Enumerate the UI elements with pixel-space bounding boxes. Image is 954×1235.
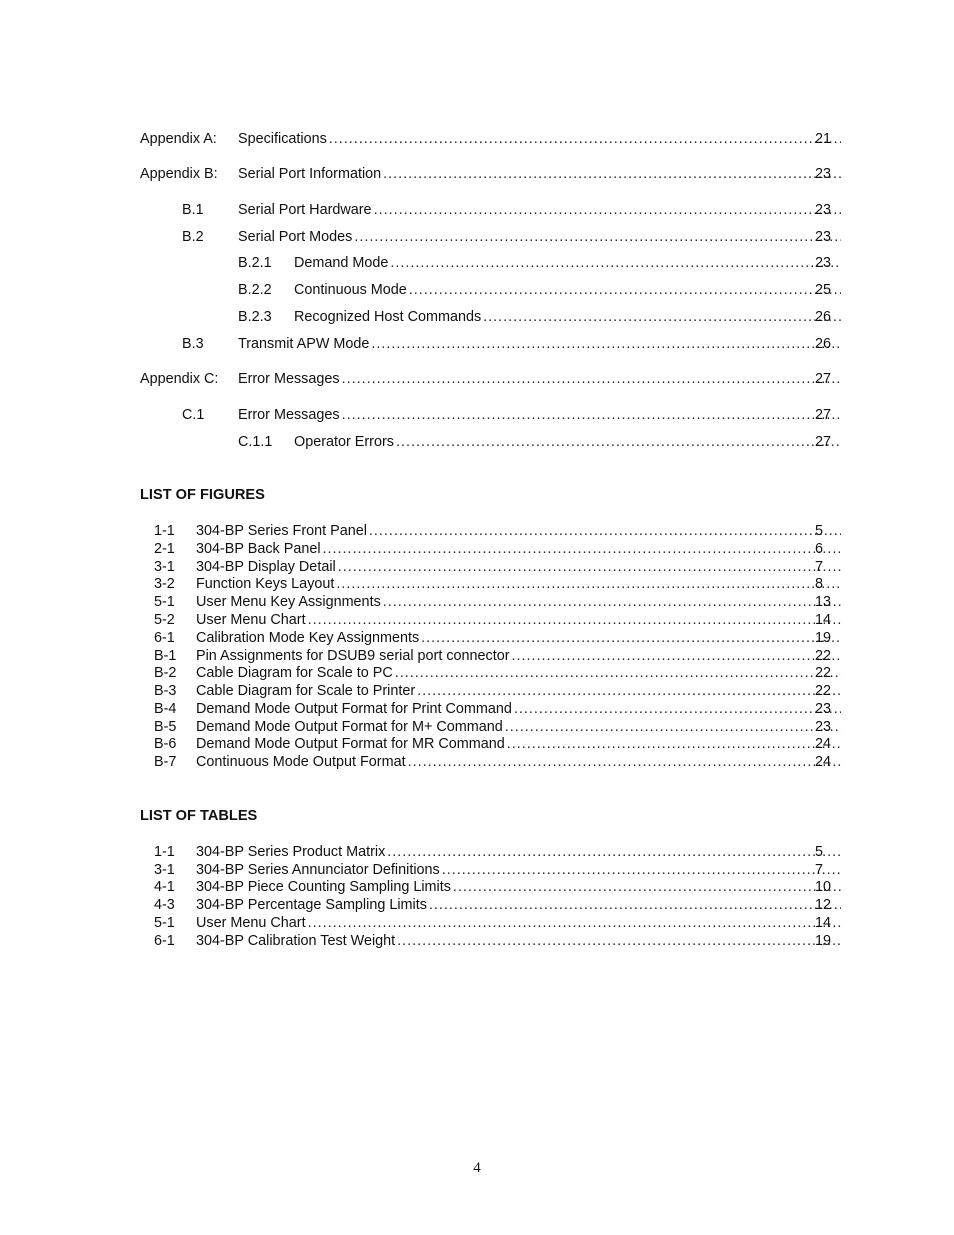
table-title: 304-BP Percentage Sampling Limits <box>196 897 427 913</box>
figure-number: 5-2 <box>154 612 175 628</box>
toc-title: Error Messages <box>238 407 340 423</box>
figure-entry[interactable] <box>196 594 845 611</box>
toc-page: 27 <box>815 407 832 423</box>
table-entry[interactable] <box>196 844 845 861</box>
dot-leader <box>371 336 841 353</box>
dot-leader <box>390 255 841 272</box>
toc-label: B.2.2 <box>238 282 272 298</box>
dot-leader <box>374 202 841 219</box>
table-entry[interactable] <box>196 897 845 914</box>
figure-number: B-6 <box>154 736 177 752</box>
figure-title: Function Keys Layout <box>196 576 335 592</box>
figure-number: 3-2 <box>154 576 175 592</box>
toc-title: Serial Port Modes <box>238 229 353 245</box>
table-number: 4-1 <box>154 879 175 895</box>
figure-title: 304-BP Display Detail <box>196 559 336 575</box>
toc-title: Serial Port Information <box>238 166 382 182</box>
dot-leader <box>505 719 841 736</box>
figure-title: 304-BP Series Front Panel <box>196 523 367 539</box>
toc-title: Serial Port Hardware <box>238 202 372 218</box>
figure-number: 2-1 <box>154 541 175 557</box>
dot-leader <box>383 594 841 611</box>
toc-page: 27 <box>815 371 832 387</box>
toc-title: Continuous Mode <box>294 282 407 298</box>
toc-page: 25 <box>815 282 832 298</box>
figure-title: Continuous Mode Output Format <box>196 754 406 770</box>
table-title: 304-BP Calibration Test Weight <box>196 933 396 949</box>
list-of-figures-heading: LIST OF FIGURES <box>140 487 265 503</box>
toc-entry[interactable] <box>294 282 845 299</box>
figure-page: 23 <box>815 701 832 717</box>
figure-title: User Menu Key Assignments <box>196 594 381 610</box>
toc-label: B.2.3 <box>238 309 272 325</box>
dot-leader <box>342 371 841 388</box>
dot-leader <box>383 166 841 183</box>
toc-label: Appendix B: <box>140 166 218 182</box>
dot-leader <box>483 309 841 326</box>
table-title: 304-BP Series Annunciator Definitions <box>196 862 440 878</box>
figure-page: 22 <box>815 648 832 664</box>
figure-entry[interactable] <box>196 630 845 647</box>
figure-entry[interactable] <box>196 576 845 593</box>
figure-page: 19 <box>815 630 832 646</box>
figure-entry[interactable] <box>196 612 845 629</box>
dot-leader <box>323 541 841 558</box>
figure-number: 5-1 <box>154 594 175 610</box>
figure-title: User Menu Chart <box>196 612 306 628</box>
figure-title: 304-BP Back Panel <box>196 541 321 557</box>
dot-leader <box>369 523 841 540</box>
figure-number: B-5 <box>154 719 177 735</box>
dot-leader <box>342 407 841 424</box>
figure-page: 14 <box>815 612 832 628</box>
dot-leader <box>396 434 841 451</box>
dot-leader <box>442 862 841 879</box>
toc-entry[interactable] <box>238 229 845 246</box>
table-page: 7 <box>815 862 824 878</box>
toc-label: B.3 <box>182 336 204 352</box>
dot-leader <box>395 665 841 682</box>
dot-leader <box>336 576 841 593</box>
dot-leader <box>514 701 841 718</box>
figure-number: 6-1 <box>154 630 175 646</box>
dot-leader <box>338 559 841 576</box>
toc-entry[interactable] <box>294 434 845 451</box>
figure-number: 3-1 <box>154 559 175 575</box>
dot-leader <box>387 844 841 861</box>
table-number: 1-1 <box>154 844 175 860</box>
dot-leader <box>409 282 841 299</box>
dot-leader <box>429 897 841 914</box>
toc-label: C.1 <box>182 407 205 423</box>
figure-page: 24 <box>815 736 832 752</box>
toc-title: Transmit APW Mode <box>238 336 370 352</box>
dot-leader <box>507 736 841 753</box>
toc-page: 23 <box>815 229 832 245</box>
dot-leader <box>354 229 841 246</box>
figure-number: B-3 <box>154 683 177 699</box>
table-page: 14 <box>815 915 832 931</box>
toc-entry[interactable] <box>238 202 845 219</box>
figure-page: 6 <box>815 541 824 557</box>
figure-page: 5 <box>815 523 824 539</box>
table-entry[interactable] <box>196 879 845 896</box>
dot-leader <box>397 933 841 950</box>
toc-title: Operator Errors <box>294 434 394 450</box>
table-page: 12 <box>815 897 832 913</box>
toc-entry[interactable] <box>238 166 845 183</box>
toc-label: B.2 <box>182 229 204 245</box>
page-number: 4 <box>473 1160 481 1176</box>
table-title: 304-BP Series Product Matrix <box>196 844 386 860</box>
table-number: 5-1 <box>154 915 175 931</box>
figure-entry[interactable] <box>196 701 845 718</box>
toc-entry[interactable] <box>294 309 845 326</box>
figure-number: B-4 <box>154 701 177 717</box>
toc-page: 23 <box>815 255 832 271</box>
figure-title: Cable Diagram for Scale to Printer <box>196 683 416 699</box>
dot-leader <box>308 915 841 932</box>
toc-page: 23 <box>815 166 832 182</box>
toc-title: Error Messages <box>238 371 340 387</box>
figure-entry[interactable] <box>196 559 845 576</box>
figure-number: B-7 <box>154 754 177 770</box>
toc-page: 23 <box>815 202 832 218</box>
figure-number: 1-1 <box>154 523 175 539</box>
table-page: 10 <box>815 879 832 895</box>
figure-entry[interactable] <box>196 736 845 753</box>
dot-leader <box>329 131 841 148</box>
figure-entry[interactable] <box>196 523 845 540</box>
table-number: 4-3 <box>154 897 175 913</box>
dot-leader <box>308 612 841 629</box>
figure-page: 23 <box>815 719 832 735</box>
dot-leader <box>417 683 841 700</box>
figure-title: Cable Diagram for Scale to PC <box>196 665 393 681</box>
table-title: 304-BP Piece Counting Sampling Limits <box>196 879 451 895</box>
figure-entry[interactable] <box>196 648 845 665</box>
figure-page: 22 <box>815 683 832 699</box>
figure-entry[interactable] <box>196 541 845 558</box>
toc-page: 27 <box>815 434 832 450</box>
dot-leader <box>512 648 841 665</box>
figure-entry[interactable] <box>196 683 845 700</box>
table-title: User Menu Chart <box>196 915 306 931</box>
figure-title: Calibration Mode Key Assignments <box>196 630 420 646</box>
toc-entry[interactable] <box>294 255 845 272</box>
figure-entry[interactable] <box>196 754 845 771</box>
toc-title: Demand Mode <box>294 255 389 271</box>
figure-page: 13 <box>815 594 832 610</box>
dot-leader <box>421 630 841 647</box>
table-entry[interactable] <box>196 862 845 879</box>
toc-label: Appendix A: <box>140 131 217 147</box>
figure-page: 24 <box>815 754 832 770</box>
toc-entry[interactable] <box>238 407 845 424</box>
figure-title: Demand Mode Output Format for Print Command <box>196 701 512 717</box>
table-page: 19 <box>815 933 832 949</box>
table-page: 5 <box>815 844 824 860</box>
figure-page: 8 <box>815 576 824 592</box>
list-of-tables-heading: LIST OF TABLES <box>140 808 258 824</box>
toc-title: Recognized Host Commands <box>294 309 482 325</box>
toc-entry[interactable] <box>238 131 845 148</box>
toc-page: 26 <box>815 309 832 325</box>
table-number: 3-1 <box>154 862 175 878</box>
table-entry[interactable] <box>196 915 845 932</box>
figure-entry[interactable] <box>196 719 845 736</box>
figure-number: B-1 <box>154 648 177 664</box>
toc-label: B.2.1 <box>238 255 272 271</box>
dot-leader <box>453 879 841 896</box>
figure-entry[interactable] <box>196 665 845 682</box>
toc-page: 26 <box>815 336 832 352</box>
table-entry[interactable] <box>196 933 845 950</box>
toc-label: Appendix C: <box>140 371 219 387</box>
figure-number: B-2 <box>154 665 177 681</box>
toc-page: 21 <box>815 131 832 147</box>
toc-entry[interactable] <box>238 371 845 388</box>
figure-title: Pin Assignments for DSUB9 serial port connector <box>196 648 510 664</box>
table-number: 6-1 <box>154 933 175 949</box>
figure-page: 22 <box>815 665 832 681</box>
figure-title: Demand Mode Output Format for M+ Command <box>196 719 503 735</box>
toc-label: B.1 <box>182 202 204 218</box>
dot-leader <box>408 754 841 771</box>
figure-title: Demand Mode Output Format for MR Command <box>196 736 505 752</box>
toc-label: C.1.1 <box>238 434 273 450</box>
toc-entry[interactable] <box>238 336 845 353</box>
figure-page: 7 <box>815 559 824 575</box>
toc-title: Specifications <box>238 131 327 147</box>
